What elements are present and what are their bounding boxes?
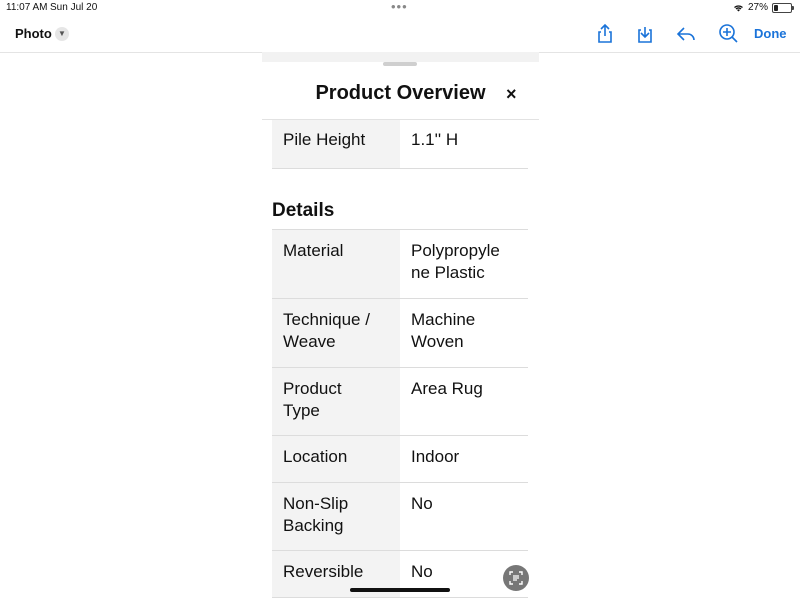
home-indicator[interactable]	[350, 588, 450, 592]
row-label: Reversible	[283, 562, 364, 581]
table-row	[272, 299, 528, 368]
wifi-icon	[733, 4, 744, 12]
close-icon[interactable]: ×	[506, 84, 517, 104]
share-icon[interactable]	[593, 22, 617, 46]
table-row	[272, 368, 528, 436]
row-label: Location	[283, 447, 348, 466]
row-value: No	[411, 562, 433, 581]
row-value: Indoor	[411, 447, 460, 466]
row-value-cell	[400, 368, 528, 435]
battery-percent: 27%	[747, 2, 768, 13]
row-label: Non-Slip Backing	[283, 494, 349, 535]
row-label: Product Type	[283, 379, 342, 420]
table-row	[272, 483, 528, 551]
row-label: Material	[283, 241, 344, 260]
row-value-cell	[400, 483, 528, 550]
sheet-title: Product Overview	[315, 82, 486, 104]
row-value: 1.1'' H	[411, 130, 459, 149]
status-time: 11:07 AM	[6, 2, 48, 13]
details-heading: Details	[272, 200, 335, 221]
row-value-cell	[400, 120, 528, 168]
table-row	[272, 120, 528, 169]
table-row	[272, 436, 528, 483]
table-row	[272, 230, 528, 299]
battery-icon	[772, 3, 792, 13]
row-value: Area Rug	[411, 379, 483, 398]
status-bar	[0, 0, 800, 16]
row-label-cell	[272, 436, 400, 482]
done-button[interactable]: Done	[754, 26, 787, 41]
markup-icon[interactable]	[717, 22, 741, 46]
row-label-cell	[272, 230, 400, 298]
row-label-cell	[272, 483, 400, 550]
row-label: Technique / Weave	[283, 310, 370, 351]
row-value: No	[411, 494, 433, 513]
status-right	[733, 2, 792, 13]
row-value: Machine Woven	[411, 310, 476, 351]
sheet-grabber-handle[interactable]	[383, 62, 417, 66]
chevron-down-icon[interactable]: ▼	[55, 27, 69, 41]
multitask-dots-icon[interactable]: •••	[391, 0, 408, 14]
row-label-cell	[272, 368, 400, 435]
row-label-cell	[272, 299, 400, 367]
row-value: Polypropyle ne Plastic	[411, 241, 500, 282]
photo-title[interactable]: Photo	[15, 26, 52, 41]
status-date: Sun Jul 20	[50, 2, 98, 13]
row-value-cell	[400, 230, 528, 298]
row-value-cell	[400, 436, 528, 482]
photo-toolbar	[0, 16, 800, 53]
live-text-icon	[503, 565, 529, 591]
sheet-top-strip	[262, 52, 539, 62]
row-value-cell	[400, 299, 528, 367]
row-label: Pile Height	[283, 130, 366, 149]
live-text-button[interactable]	[503, 565, 529, 591]
download-icon[interactable]	[633, 22, 657, 46]
row-label-cell	[272, 120, 400, 168]
reply-icon[interactable]	[674, 22, 698, 46]
